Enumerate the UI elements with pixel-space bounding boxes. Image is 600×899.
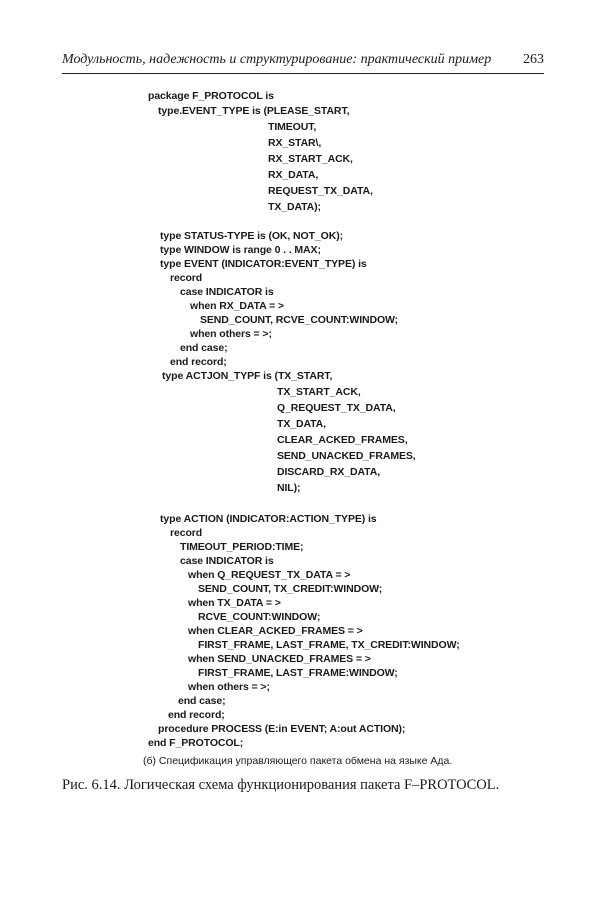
code-line: RX_START_ACK, — [268, 153, 353, 165]
code-line: type.EVENT_TYPE is (PLEASE_START, — [158, 105, 350, 117]
code-line: TX_START_ACK, — [277, 386, 361, 398]
code-line: end record; — [170, 356, 227, 368]
code-line: TIMEOUT, — [268, 121, 317, 133]
code-line: type STATUS-TYPE is (OK, NOT_OK); — [160, 230, 343, 242]
code-line: type EVENT (INDICATOR:EVENT_TYPE) is — [160, 258, 367, 270]
code-line: package F_PROTOCOL is — [148, 90, 274, 102]
code-line: when RX_DATA = > — [190, 300, 284, 312]
code-line: when Q_REQUEST_TX_DATA = > — [188, 569, 351, 581]
code-line: DISCARD_RX_DATA, — [277, 466, 381, 478]
code-line: when TX_DATA = > — [188, 597, 281, 609]
code-line: TX_DATA, — [277, 418, 326, 430]
code-line: case INDICATOR is — [180, 286, 274, 298]
code-line: record — [170, 272, 203, 284]
code-line: SEND_UNACKED_FRAMES, — [277, 450, 416, 462]
code-line: RCVE_COUNT:WINDOW; — [198, 611, 321, 623]
code-line: FIRST_FRAME, LAST_FRAME:WINDOW; — [198, 667, 398, 679]
figure-caption: Рис. 6.14. Логическая схема функционирования пакета F–PROTOCOL. — [62, 777, 500, 793]
code-line: FIRST_FRAME, LAST_FRAME, TX_CREDIT:WINDOW; — [198, 639, 460, 651]
code-line: SEND_COUNT, RCVE_COUNT:WINDOW; — [200, 314, 399, 326]
code-line: when SEND_UNACKED_FRAMES = > — [188, 653, 371, 665]
code-line: TIMEOUT_PERIOD:TIME; — [180, 541, 304, 553]
code-line: end case; — [178, 695, 226, 707]
code-line: record — [170, 527, 203, 539]
code-line: RX_STAR\, — [268, 137, 322, 149]
code-line: end record; — [168, 709, 225, 721]
code-line: procedure PROCESS (E:in EVENT; A:out ACTION); — [158, 723, 406, 735]
code-line: SEND_COUNT, TX_CREDIT:WINDOW; — [198, 583, 383, 595]
page-number: 263 — [523, 52, 544, 67]
code-line: type ACTION (INDICATOR:ACTION_TYPE) is — [160, 513, 377, 525]
code-line: type ACTJON_TYPF is (TX_START, — [162, 370, 333, 382]
code-line: CLEAR_ACKED_FRAMES, — [277, 434, 408, 446]
code-line: REQUEST_TX_DATA, — [268, 185, 373, 197]
running-header-title: Модульность, надежность и структурирование: практический пример — [62, 52, 492, 67]
code-line: when others = >; — [190, 328, 272, 340]
code-line: when CLEAR_ACKED_FRAMES = > — [188, 625, 363, 637]
code-line: NIL); — [277, 482, 301, 494]
code-line: Q_REQUEST_TX_DATA, — [277, 402, 396, 414]
code-line: TX_DATA); — [268, 201, 321, 213]
code-line: end F_PROTOCOL; — [148, 737, 244, 749]
code-line: RX_DATA, — [268, 169, 319, 181]
code-line: end case; — [180, 342, 228, 354]
subfigure-caption: (б) Спецификация управляющего пакета обмена на языке Ада. — [143, 755, 453, 767]
code-line: when others = >; — [188, 681, 270, 693]
code-line: type WINDOW is range 0 . . MAX; — [160, 244, 321, 256]
code-line: case INDICATOR is — [180, 555, 274, 567]
